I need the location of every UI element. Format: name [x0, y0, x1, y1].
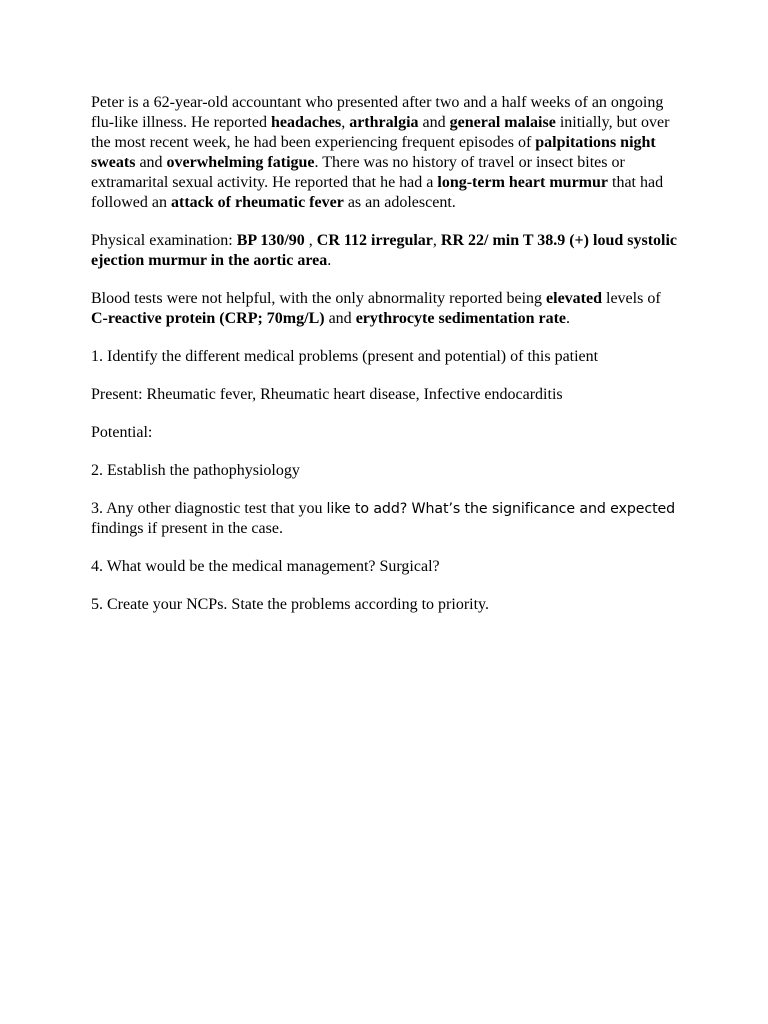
labs-esr: erythrocyte sedimentation rate — [355, 310, 566, 327]
present-problems: Present: Rheumatic fever, Rheumatic heart disease, Infective endocarditis — [91, 386, 563, 403]
exam-text: . — [327, 252, 332, 269]
labs-text: levels of — [602, 290, 661, 307]
symptom-headaches: headaches — [270, 114, 342, 131]
history-rheumatic-fever: attack of rheumatic fever — [170, 194, 344, 211]
case-text: initially, but over the most recent week, he had been experiencing frequent episodes of — [91, 114, 670, 151]
case-history-paragraph — [91, 93, 681, 213]
exam-label: Physical examination: — [91, 232, 237, 249]
question-3-text-alt-font: like to add? What’s the significance and expected — [326, 501, 676, 517]
question-5: 5. Create your NCPs. State the problems according to priority. — [91, 596, 489, 613]
labs-text: and — [324, 310, 356, 327]
case-text: and — [418, 114, 450, 131]
blood-tests-paragraph — [91, 289, 681, 329]
symptom-palpitations: palpitations night sweats — [91, 134, 656, 171]
history-heart-murmur: long-term heart murmur — [437, 174, 608, 191]
exam-bp: BP 130/90 — [236, 232, 305, 249]
exam-cr: CR 112 irregular — [316, 232, 433, 249]
case-text: . There was no history of travel or insect bites or extramarital sexual activity. He reported that he had a — [91, 154, 625, 191]
labs-elevated: elevated — [546, 290, 602, 307]
physical-exam-paragraph — [91, 231, 681, 271]
question-3 — [91, 499, 681, 539]
case-text: and — [135, 154, 167, 171]
case-text: that had followed an — [91, 174, 664, 211]
document-body — [91, 93, 681, 633]
symptom-malaise: general malaise — [449, 114, 556, 131]
exam-rr-murmur: RR 22/ min T 38.9 (+) loud systolic ejection murmur in the aortic area — [91, 232, 678, 269]
question-4: 4. What would be the medical management? Surgical? — [91, 558, 440, 575]
case-text: , — [341, 114, 350, 131]
labs-crp: C-reactive protein (CRP; 70mg/L) — [91, 310, 325, 327]
symptom-fatigue: overwhelming fatigue — [166, 154, 315, 171]
question-2: 2. Establish the pathophysiology — [91, 462, 300, 479]
question-1: 1. Identify the different medical problems (present and potential) of this patient — [91, 348, 599, 365]
symptom-arthralgia: arthralgia — [349, 114, 419, 131]
exam-text: , — [432, 232, 441, 249]
question-3-text: 3. Any other diagnostic test that you — [91, 500, 327, 517]
potential-problems: Potential: — [91, 424, 153, 441]
case-text: as an adolescent. — [343, 194, 456, 211]
case-text: Peter is a 62-year-old accountant who presented after two and a half weeks of an ongoing flu-like illness. He reported — [91, 94, 664, 131]
labs-text: Blood tests were not helpful, with the only abnormality reported being — [91, 290, 547, 307]
labs-text: . — [566, 310, 570, 327]
question-3-text: findings if present in the case. — [91, 520, 283, 537]
exam-text: , — [304, 232, 317, 249]
